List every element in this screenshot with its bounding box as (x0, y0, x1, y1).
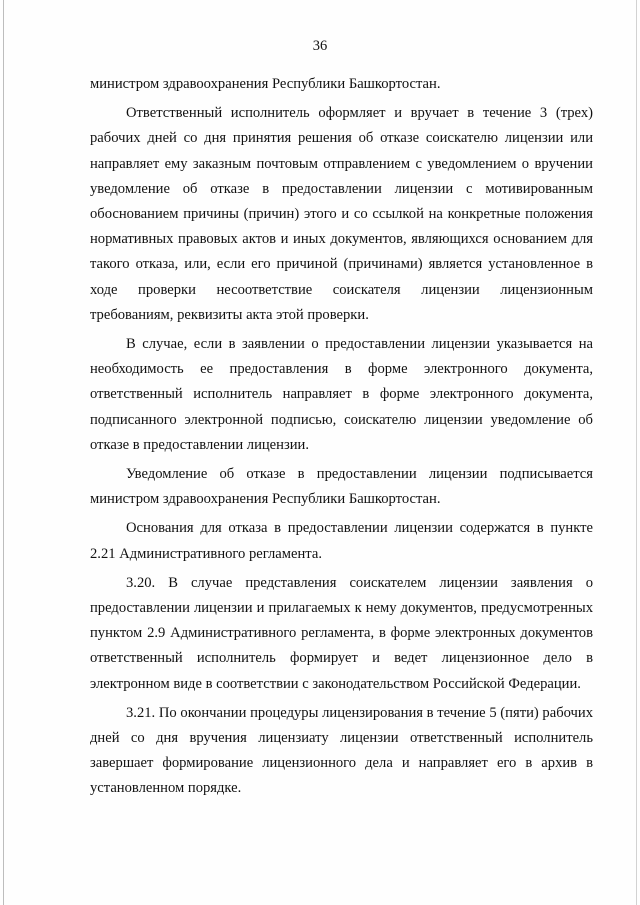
page-number: 36 (312, 38, 328, 54)
paragraph-notice-signature: Уведомление об отказе в предоставлении лицензии подписывается министром здравоохранения Республики Башкортостан. (90, 466, 593, 508)
paragraph-continuation: министром здравоохранения Республики Башкортостан. (90, 76, 441, 92)
paragraph-electronic-form: В случае, если в заявлении о предоставлении лицензии указывается на необходимость ее предоставления в форме электронного документа, ответственный исполнитель направляет в форме электронного документа, подписанного электронной подписью, соискателю лицензии уведомление об отказе в предоставлении лицензии. (90, 336, 593, 453)
paragraph-refusal-grounds: Основания для отказа в предоставлении лицензии содержатся в пункте 2.21 Административного регламента. (90, 520, 593, 562)
document-body (90, 72, 593, 806)
paragraph-responsible-executor: Ответственный исполнитель оформляет и вручает в течение 3 (трех) рабочих дней со дня принятия решения об отказе соискателю лицензии или направляет ему заказным почтовым отправлением с уведомлением о вручении уведомление об отказе в предоставлении лицензии с мотивированным обоснованием причины (причин) этого и со ссылкой на конкретные положения нормативных правовых актов и иных документов, являющихся основанием для такого отказа, или, если его причиной (причинами) является установленное в ходе проверки несоответствие соискателя лицензии лицензионным требованиям, реквизиты акта этой проверки. (90, 105, 593, 323)
paragraph-3-21: 3.21. По окончании процедуры лицензирования в течение 5 (пяти) рабочих дней со дня вручения лицензиату лицензии ответственный исполнитель завершает формирование лицензионного дела и направляет его в архив в установленном порядке. (90, 704, 593, 797)
paragraph-3-20: 3.20. В случае представления соискателем лицензии заявления о предоставлении лицензии и прилагаемых к нему документов, предусмотренных пунктом 2.9 Административного регламента, в форме электронных документов ответственный исполнитель формирует и ведет лицензионное дело в электронном виде в соответствии с законодательством Российской Федерации. (90, 574, 593, 692)
scan-edge-left (3, 0, 4, 905)
scan-edge-right (636, 0, 637, 905)
